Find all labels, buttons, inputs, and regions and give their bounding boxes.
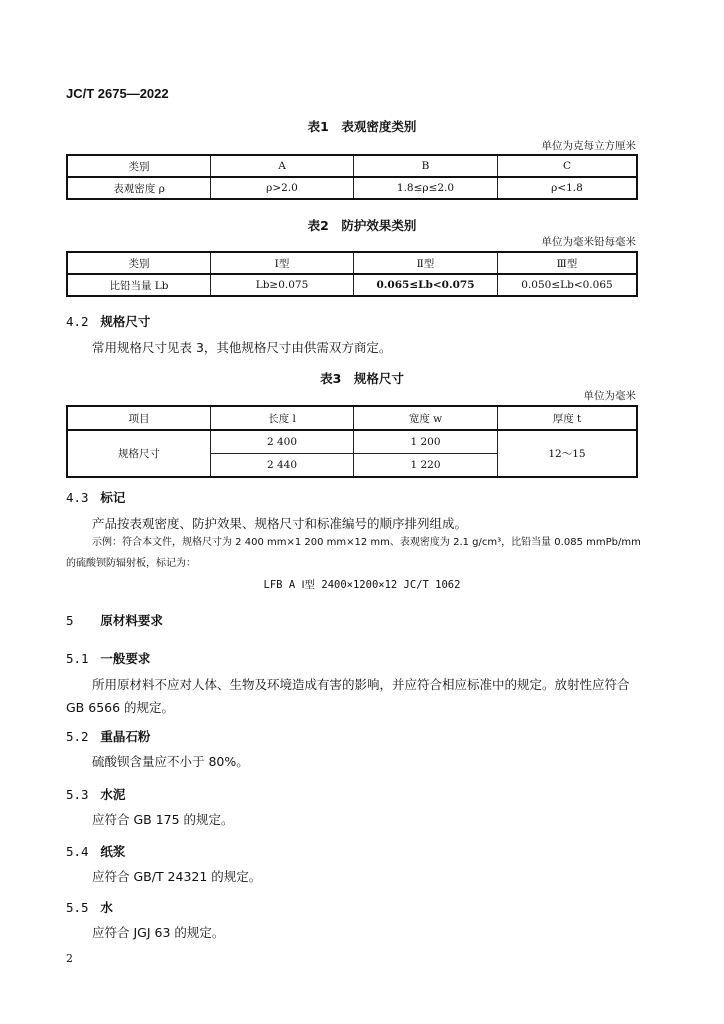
section-4-2-text: 常用规格尺寸见表 3，其他规格尺寸由供需双方商定。 — [92, 340, 392, 355]
table3-header-cell: 厚度 t — [498, 406, 638, 430]
table1-cell: ρ>2.0 — [211, 177, 354, 199]
marking-example: 示例：符合本文件，规格尺寸为 2 400 mm×1 200 mm×12 mm、表观密度为 2.1 g/cm³，比铅当量 0.085 mmPb/mm 的硫酸钡防辐射板，标记为： — [66, 537, 641, 569]
table1-header-cell: 类别 — [67, 155, 211, 177]
table3-cell-width: 1 200 — [354, 430, 498, 454]
table-row — [67, 177, 637, 199]
table3-header-cell: 长度 l — [211, 406, 354, 430]
section-heading-5-4 — [66, 842, 125, 860]
section-number: 5 — [66, 613, 74, 628]
section-title: 水 — [100, 900, 113, 915]
table2-cell: 0.065≤Lb<0.075 — [354, 274, 498, 296]
table2-header-cell: Ⅲ型 — [498, 252, 638, 274]
section-heading-5-5 — [66, 898, 113, 916]
section-heading-5-3 — [66, 785, 125, 803]
standard-code-header: JC/T 2675—2022 — [66, 86, 169, 101]
table2-cell: 比铅当量 Lb — [67, 274, 211, 296]
section-number: 5.3 — [66, 787, 89, 802]
table2-header-cell: Ⅰ型 — [211, 252, 354, 274]
section-title: 标记 — [100, 490, 126, 505]
table-row — [67, 274, 637, 296]
table1-cell: 1.8≤ρ≤2.0 — [354, 177, 498, 199]
section-heading-4-3 — [66, 488, 125, 506]
table3-header-cell: 项目 — [67, 406, 211, 430]
table2-unit: 单位为毫米铅每毫米 — [541, 236, 636, 248]
table3-cell-length: 2 440 — [211, 454, 354, 478]
marking-code: LFB A Ⅰ型 2400×1200×12 JC/T 1062 — [263, 579, 461, 591]
table1-header-cell: A — [211, 155, 354, 177]
table3-cell-length: 2 400 — [211, 430, 354, 454]
section-5-4-text: 应符合 GB/T 24321 的规定。 — [92, 869, 262, 884]
table3-row-label: 规格尺寸 — [67, 430, 211, 477]
table2-cell: Lb≥0.075 — [211, 274, 354, 296]
table-row — [67, 430, 637, 454]
section-number: 5.4 — [66, 844, 89, 859]
section-heading-5-1 — [66, 649, 150, 667]
section-number: 5.2 — [66, 729, 89, 744]
section-title: 纸浆 — [100, 844, 126, 859]
section-number: 5.5 — [66, 900, 89, 915]
section-5-1-text: 所用原材料不应对人体、生物及环境造成有害的影响，并应符合相应标准中的规定。放射性应符合 GB 6566 的规定。 — [66, 677, 630, 715]
section-4-3-text: 产品按表观密度、防护效果、规格尺寸和标准编号的顺序排列组成。 — [92, 516, 468, 531]
section-number: 4.2 — [66, 314, 89, 329]
page-number: 2 — [66, 952, 73, 965]
section-heading-5-2 — [66, 727, 150, 745]
table1-caption: 表1 表观密度类别 — [307, 119, 417, 134]
section-5-2-text: 硫酸钡含量应不小于 80%。 — [92, 754, 249, 769]
table1-header-cell: B — [354, 155, 498, 177]
section-5-5-text: 应符合 JGJ 63 的规定。 — [92, 925, 225, 940]
table2-cell: 0.050≤Lb<0.065 — [498, 274, 638, 296]
table3-cell-width: 1 220 — [354, 454, 498, 478]
section-title: 原材料要求 — [100, 613, 163, 628]
section-number: 4.3 — [66, 490, 89, 505]
table1-unit: 单位为克每立方厘米 — [541, 140, 636, 152]
section-5-3-text: 应符合 GB 175 的规定。 — [92, 812, 234, 827]
table1-cell: 表观密度 ρ — [67, 177, 211, 199]
section-title: 重晶石粉 — [100, 729, 151, 744]
table2-header-row — [67, 252, 637, 274]
table2-header-cell: Ⅱ型 — [354, 252, 498, 274]
table3-cell-thickness: 12～15 — [498, 430, 638, 477]
table3 — [66, 405, 638, 478]
section-heading-5 — [66, 611, 163, 629]
table3-caption: 表3 规格尺寸 — [320, 371, 404, 386]
table1-cell: ρ<1.8 — [498, 177, 638, 199]
table1-header-row — [67, 155, 637, 177]
table2-header-cell: 类别 — [67, 252, 211, 274]
section-title: 水泥 — [100, 787, 126, 802]
section-heading-4-2 — [66, 312, 150, 330]
table3-header-row — [67, 406, 637, 430]
table1 — [66, 154, 638, 200]
section-title: 一般要求 — [100, 651, 151, 666]
section-number: 5.1 — [66, 651, 89, 666]
table3-unit: 单位为毫米 — [583, 390, 636, 402]
table3-header-cell: 宽度 w — [354, 406, 498, 430]
table1-header-cell: C — [498, 155, 638, 177]
table2-caption: 表2 防护效果类别 — [307, 218, 417, 233]
table2 — [66, 251, 638, 297]
section-title: 规格尺寸 — [100, 314, 151, 329]
